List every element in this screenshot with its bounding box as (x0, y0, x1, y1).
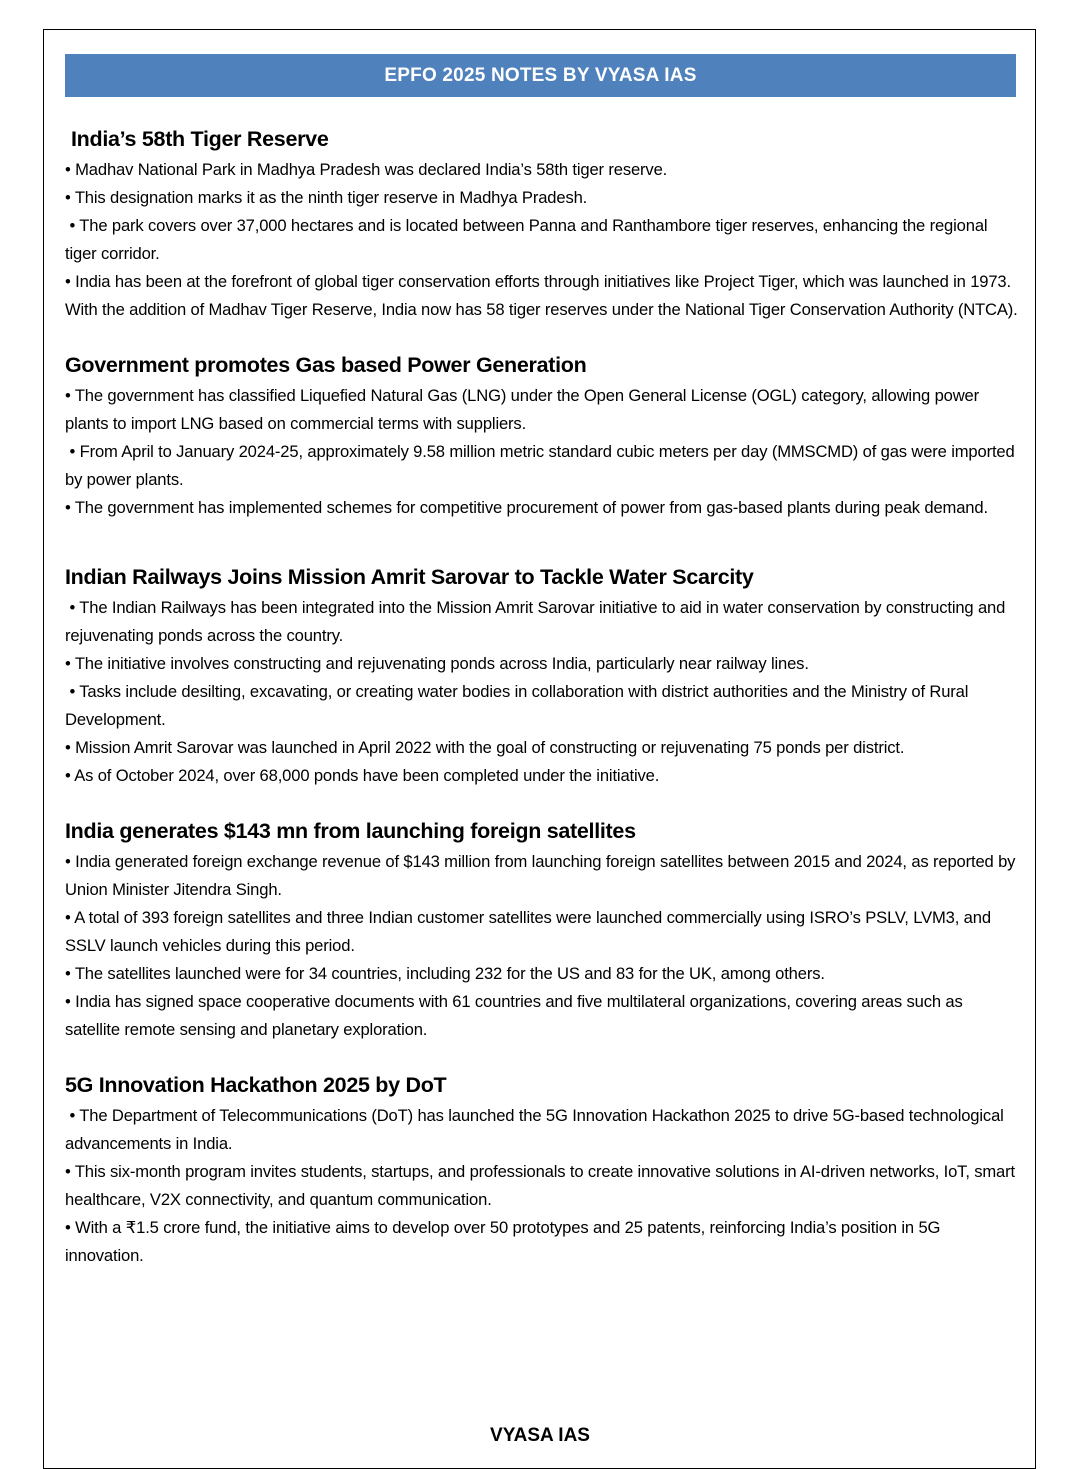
document-body (65, 124, 1020, 1270)
bullet-point: • The park covers over 37,000 hectares and is located between Panna and Ranthambore tiger reserves, enhancing the regional tiger corridor. (65, 216, 988, 263)
bullet-point: • This six-month program invites students, startups, and professionals to create innovative solutions in AI-driven networks, IoT, smart healthcare, V2X connectivity, and quantum communication. (65, 1162, 1015, 1209)
bullet-point: • Mission Amrit Sarovar was launched in April 2022 with the goal of constructing or rejuvenating 75 ponds per district. (65, 738, 905, 757)
bullet-point: • This designation marks it as the ninth tiger reserve in Madhya Pradesh. (65, 188, 588, 207)
bullet-point: • India has been at the forefront of global tiger conservation efforts through initiatives like Project Tiger, which was launched in 1973. With the addition of Madhav Tiger Reserve, India now has 58 tiger reserves under the National Tiger Conservation Authority (NTCA). (65, 272, 1018, 319)
section-gas-power (65, 350, 1020, 522)
bullet-point: • India generated foreign exchange revenue of $143 million from launching foreign satellites between 2015 and 2024, as reported by Union Minister Jitendra Singh. (65, 852, 1016, 899)
header-banner (65, 54, 1016, 97)
page-footer (0, 1425, 1080, 1447)
section-amrit-sarovar (65, 562, 1020, 790)
bullet-point: • With a ₹1.5 crore fund, the initiative aims to develop over 50 prototypes and 25 patents, reinforcing India’s position in 5G innovation. (65, 1218, 941, 1265)
bullet-point: • India has signed space cooperative documents with 61 countries and five multilateral organizations, covering areas such as satellite remote sensing and planetary exploration. (65, 992, 963, 1039)
bullet-point: • As of October 2024, over 68,000 ponds have been completed under the initiative. (65, 766, 660, 785)
section-5g-hackathon (65, 1070, 1020, 1270)
bullet-point: • Tasks include desilting, excavating, or creating water bodies in collaboration with district authorities and the Ministry of Rural Development. (65, 682, 969, 729)
section-heading: Indian Railways Joins Mission Amrit Sarovar to Tackle Water Scarcity (65, 565, 754, 589)
section-heading: India’s 58th Tiger Reserve (71, 127, 329, 151)
section-heading: Government promotes Gas based Power Generation (65, 353, 587, 377)
section-heading: India generates $143 mn from launching foreign satellites (65, 819, 636, 843)
bullet-point: • The Indian Railways has been integrated into the Mission Amrit Sarovar initiative to aid in water conservation by constructing and rejuvenating ponds across the country. (65, 598, 1006, 645)
section-tiger-reserve (65, 124, 1020, 324)
document-title: EPFO 2025 NOTES BY VYASA IAS (384, 64, 697, 86)
bullet-point: • Madhav National Park in Madhya Pradesh was declared India’s 58th tiger reserve. (65, 160, 668, 179)
bullet-point: • The government has implemented schemes for competitive procurement of power from gas-based plants during peak demand. (65, 498, 988, 517)
bullet-point: • A total of 393 foreign satellites and three Indian customer satellites were launched commercially using ISRO’s PSLV, LVM3, and SSLV launch vehicles during this period. (65, 908, 991, 955)
bullet-point: • The government has classified Liquefied Natural Gas (LNG) under the Open General License (OGL) category, allowing power plants to import LNG based on commercial terms with suppliers. (65, 386, 980, 433)
footer-brand: VYASA IAS (490, 1425, 590, 1446)
section-heading: 5G Innovation Hackathon 2025 by DoT (65, 1073, 447, 1097)
bullet-point: • From April to January 2024-25, approximately 9.58 million metric standard cubic meters per day (MMSCMD) of gas were imported by power plants. (65, 442, 1015, 489)
section-satellites (65, 816, 1020, 1044)
bullet-point: • The satellites launched were for 34 countries, including 232 for the US and 83 for the UK, among others. (65, 964, 825, 983)
bullet-point: • The Department of Telecommunications (DoT) has launched the 5G Innovation Hackathon 2025 to drive 5G-based technological advancements in India. (65, 1106, 1004, 1153)
bullet-point: • The initiative involves constructing and rejuvenating ponds across India, particularly near railway lines. (65, 654, 809, 673)
